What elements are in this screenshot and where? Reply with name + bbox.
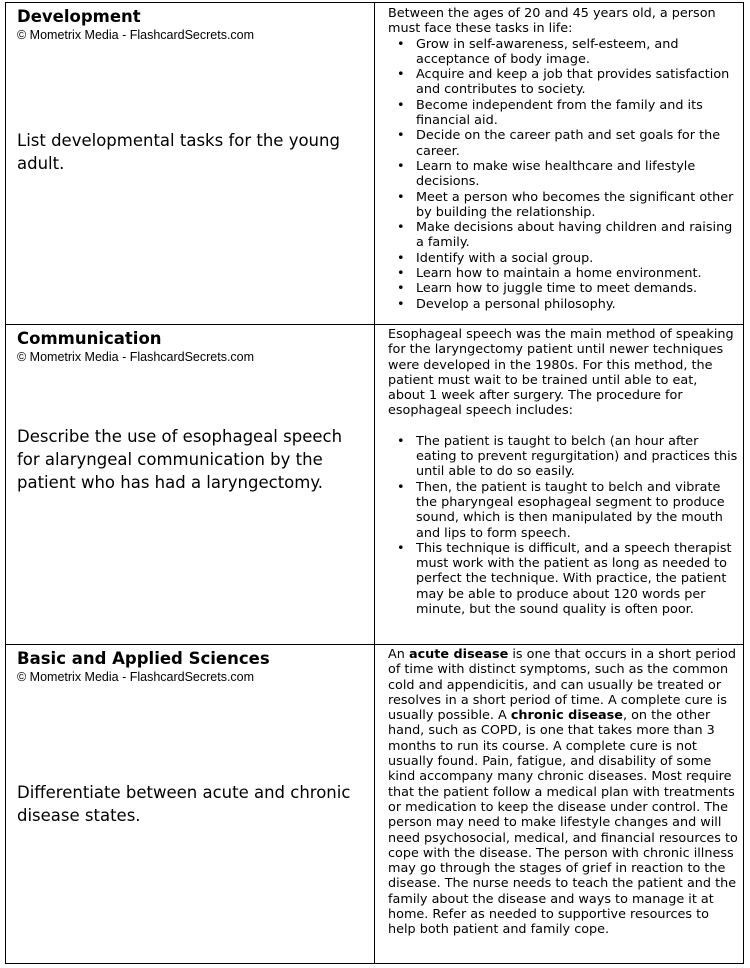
question-cell [6, 325, 374, 644]
answer-bullet: • Become independent from the family and its financial aid. [388, 98, 738, 129]
term-acute-disease: acute disease [408, 647, 509, 662]
card-answer [388, 327, 738, 617]
answer-intro: Esophageal speech was the main method of speaking for the laryngectomy patient until newer techniques were developed in the 1980s. For this method, the patient must wait to be trained until able to eat, about 1 week after surgery. The procedure for esophageal speech includes: [388, 327, 734, 419]
answer-intro: Between the ages of 20 and 45 years old, a person must face these tasks in life: [388, 6, 716, 37]
answer-bullet: • Meet a person who becomes the significant other by building the relationship. [388, 190, 738, 221]
answer-bullet: • Then, the patient is taught to belch and vibrate the pharyngeal esophageal segment to produce sound, which is then manipulated by the mouth and lips to form speech. [388, 480, 738, 541]
answer-bullet: • Develop a personal philosophy. [388, 297, 738, 312]
card-prompt: List developmental tasks for the young adult. [17, 131, 340, 173]
flashcard-sheet [5, 2, 744, 964]
card-category: Basic and Applied Sciences [17, 649, 270, 668]
copyright-line: © Mometrix Media - FlashcardSecrets.com [17, 670, 255, 684]
answer-paragraph: An acute disease is one that occurs in a short period of time with distinct symptoms, such as the common cold and appendicitis, and can usually be treated or resolves in a short period of time. A complete cure is usually possible. A chronic disease, on the other hand, such as COPD, is one that takes more than 3 months to run its course. A complete cure is not usually found. Pain, fatigue, and disability of some kind accompany many chronic diseases. Most require that the patient follow a medical plan with treatments or medication to keep the disease under control. The person may need to make lifestyle changes and will need psychosocial, medical, and financial resources to cope with the disease. The person with chronic illness may go through the stages of grief in reaction to the disease. The nurse needs to teach the patient and the family about the disease and ways to manage it at home. Refer as needed to supportive resources to help both patient and family cope. [388, 647, 738, 938]
answer-cell [375, 645, 744, 965]
question-cell [6, 3, 374, 324]
card-answer [388, 6, 738, 312]
answer-bullet: • Acquire and keep a job that provides satisfaction and contributes to society. [388, 67, 738, 98]
answer-bullet-list [388, 37, 738, 312]
flashcard-basic-applied-sciences [6, 645, 743, 965]
answer-bullet: • Decide on the career path and set goals for the career. [388, 128, 738, 159]
answer-cell [375, 3, 744, 324]
flashcard-development [6, 3, 743, 324]
copyright-line: © Mometrix Media - FlashcardSecrets.com [17, 28, 255, 42]
answer-bullet: • Learn to make wise healthcare and lifestyle decisions. [388, 159, 738, 190]
card-category: Development [17, 7, 141, 26]
card-category: Communication [17, 329, 162, 348]
answer-cell [375, 325, 744, 644]
card-answer [388, 647, 738, 938]
answer-bullet: • Make decisions about having children and raising a family. [388, 220, 738, 251]
answer-bullet: • The patient is taught to belch (an hour after eating to prevent regurgitation) and practices this until able to do so easily. [388, 434, 738, 480]
card-prompt: Describe the use of esophageal speech for alaryngeal communication by the patient who has had a laryngectomy. [17, 427, 343, 492]
copyright-line: © Mometrix Media - FlashcardSecrets.com [17, 350, 255, 364]
answer-bullet: • Learn how to maintain a home environment. [388, 266, 738, 281]
answer-bullet: • Identify with a social group. [388, 251, 738, 266]
term-chronic-disease: chronic disease [510, 708, 623, 724]
answer-bullet: • Grow in self-awareness, self-esteem, and acceptance of body image. [388, 37, 738, 68]
answer-bullet-list [388, 434, 738, 618]
answer-bullet: • This technique is difficult, and a speech therapist must work with the patient as long as needed to perfect the technique. With practice, the patient may be able to produce about 120 words per minute, but the sound quality is often poor. [388, 541, 738, 617]
flashcard-communication [6, 325, 743, 644]
question-cell [6, 645, 374, 965]
answer-bullet: • Learn how to juggle time to meet demands. [388, 281, 738, 296]
card-prompt: Differentiate between acute and chronic disease states. [17, 783, 351, 825]
